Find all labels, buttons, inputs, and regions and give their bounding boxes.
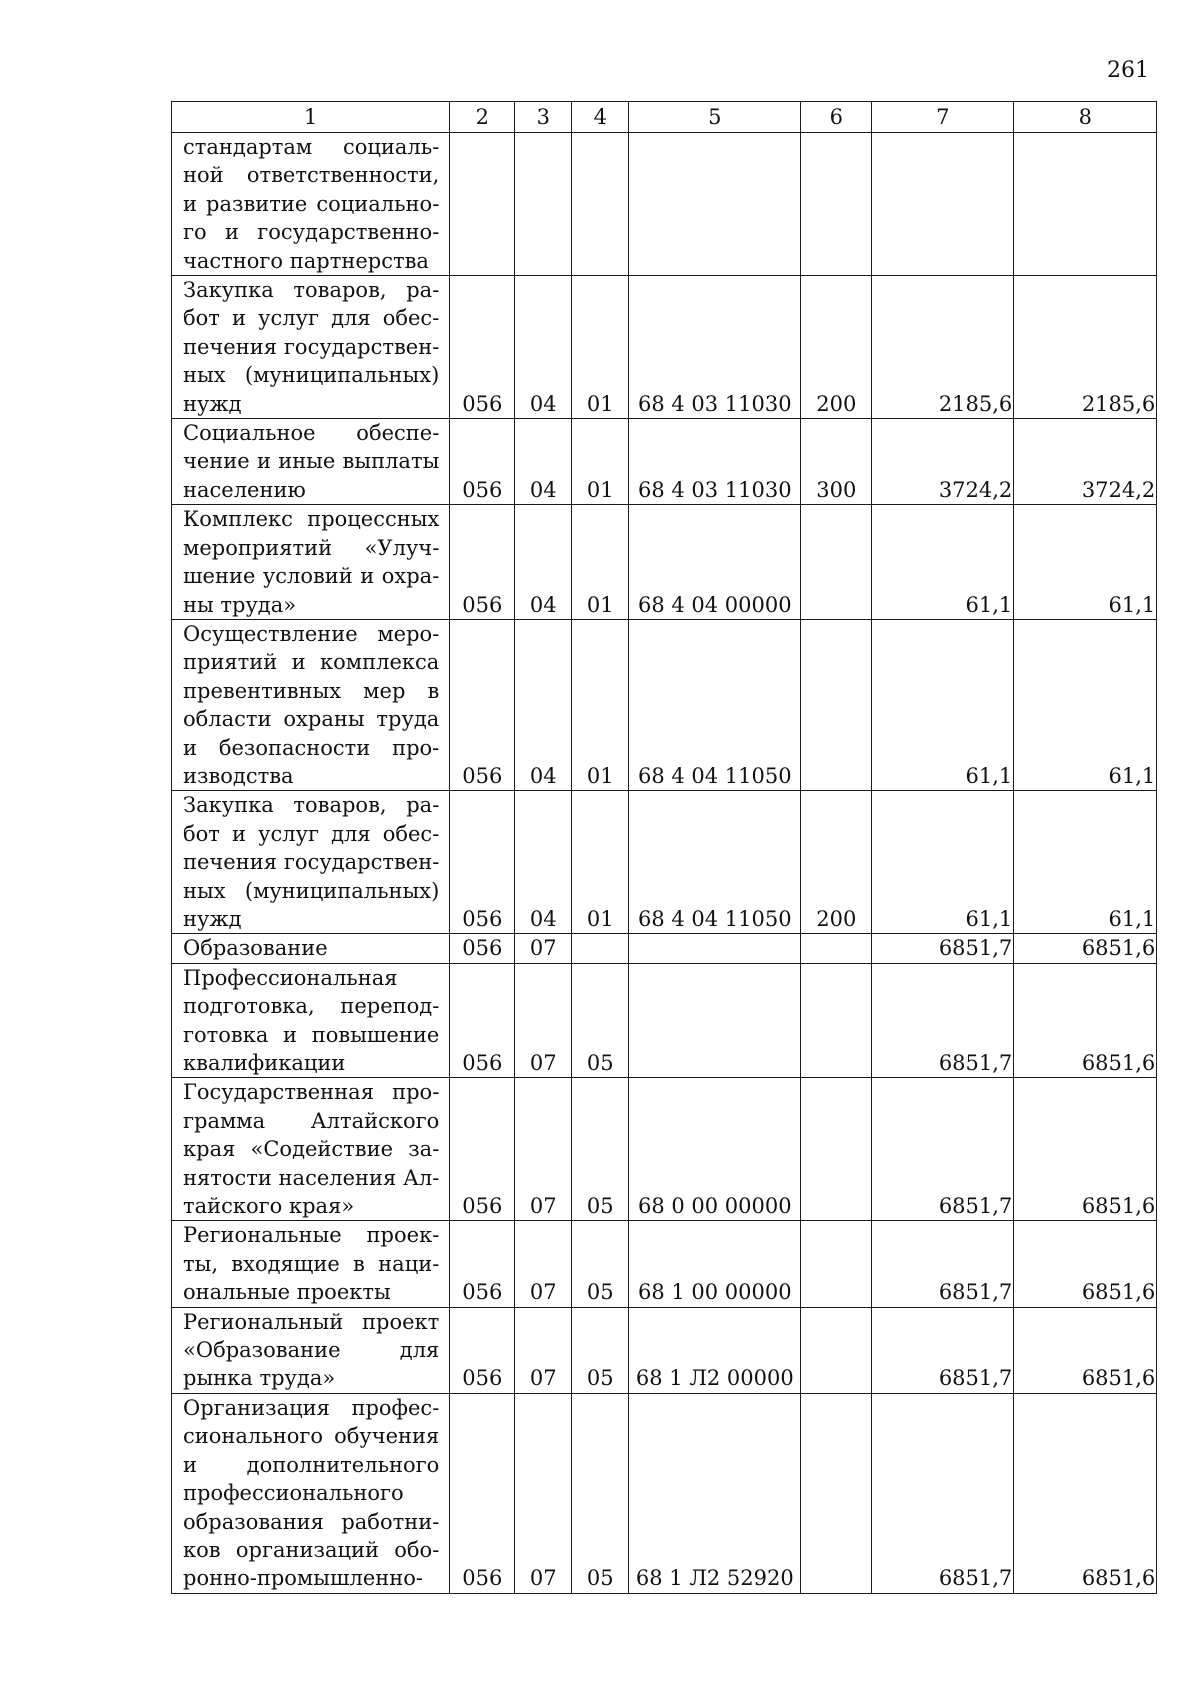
header-cell-8: 8 xyxy=(1014,102,1157,133)
section-code-cell: 04 xyxy=(515,276,572,419)
expense-type-cell: 300 xyxy=(801,419,872,505)
item-name-line: Образование xyxy=(183,936,328,961)
section-code-cell: 04 xyxy=(515,419,572,505)
target-article-cell: 68 4 03 11030 xyxy=(629,419,801,505)
table-row xyxy=(172,963,1157,1078)
item-name-line: края «Содействие за- xyxy=(183,1137,440,1162)
item-name-line: Организация профес- xyxy=(183,1395,440,1420)
target-article-cell: 68 1 Л2 52920 xyxy=(629,1393,801,1593)
ministry-code-cell: 056 xyxy=(450,1078,515,1221)
item-name-line: чение и иные выплаты xyxy=(183,449,440,474)
item-name-cell xyxy=(172,1393,450,1593)
target-article-cell: 68 1 00 00000 xyxy=(629,1221,801,1307)
amount-col8-cell: 6851,6 xyxy=(1014,934,1157,963)
subsection-code-cell: 01 xyxy=(572,791,629,934)
expense-type-cell xyxy=(801,934,872,963)
target-article-cell: 68 0 00 00000 xyxy=(629,1078,801,1221)
table-row xyxy=(172,419,1157,505)
section-code-cell: 07 xyxy=(515,963,572,1078)
item-name-line: ты, входящие в наци- xyxy=(183,1251,440,1276)
header-cell-7: 7 xyxy=(872,102,1014,133)
ministry-code-cell: 056 xyxy=(450,934,515,963)
amount-col7-cell: 6851,7 xyxy=(872,934,1014,963)
item-name-cell xyxy=(172,505,450,620)
section-code-cell: 07 xyxy=(515,1221,572,1307)
amount-col7-cell: 6851,7 xyxy=(872,963,1014,1078)
item-name-line: Комплекс процессных xyxy=(183,507,440,532)
subsection-code-cell: 05 xyxy=(572,1221,629,1307)
item-name-cell xyxy=(172,419,450,505)
ministry-code-cell: 056 xyxy=(450,276,515,419)
item-name-line: ков организаций обо- xyxy=(183,1537,440,1562)
target-article-cell: 68 4 04 11050 xyxy=(629,619,801,790)
item-name-line: Закупка товаров, ра- xyxy=(183,793,440,818)
expense-type-cell xyxy=(801,1078,872,1221)
item-name-line: печения государствен- xyxy=(183,850,440,875)
item-name-cell xyxy=(172,791,450,934)
ministry-code-cell: 056 xyxy=(450,619,515,790)
section-code-cell: 04 xyxy=(515,505,572,620)
amount-col8-cell: 6851,6 xyxy=(1014,1078,1157,1221)
item-name-line: населению xyxy=(183,477,306,502)
ministry-code-cell: 056 xyxy=(450,963,515,1078)
subsection-code-cell: 01 xyxy=(572,419,629,505)
subsection-code-cell xyxy=(572,934,629,963)
item-name-line: грамма Алтайского xyxy=(183,1108,440,1133)
target-article-cell xyxy=(629,934,801,963)
table-row xyxy=(172,1307,1157,1393)
amount-col8-cell: 61,1 xyxy=(1014,791,1157,934)
item-name-line: Региональный проект xyxy=(183,1309,440,1334)
expense-type-cell: 200 xyxy=(801,276,872,419)
subsection-code-cell: 01 xyxy=(572,505,629,620)
table-row xyxy=(172,934,1157,963)
amount-col8-cell: 6851,6 xyxy=(1014,1221,1157,1307)
target-article-cell: 68 4 03 11030 xyxy=(629,276,801,419)
ministry-code-cell: 056 xyxy=(450,1393,515,1593)
amount-col7-cell: 3724,2 xyxy=(872,419,1014,505)
expense-type-cell xyxy=(801,1393,872,1593)
amount-col8-cell: 2185,6 xyxy=(1014,276,1157,419)
table-row xyxy=(172,1078,1157,1221)
target-article-cell xyxy=(629,133,801,276)
amount-col7-cell xyxy=(872,133,1014,276)
item-name-line: и дополнительного xyxy=(183,1452,440,1477)
expense-type-cell xyxy=(801,133,872,276)
ministry-code-cell: 056 xyxy=(450,419,515,505)
table-header-row xyxy=(172,102,1157,133)
item-name-line: профессионального xyxy=(183,1481,404,1506)
item-name-line: подготовка, перепод- xyxy=(183,994,440,1019)
item-name-line: бот и услуг для обес- xyxy=(183,821,440,846)
amount-col7-cell: 6851,7 xyxy=(872,1393,1014,1593)
header-cell-5: 5 xyxy=(629,102,801,133)
amount-col7-cell: 6851,7 xyxy=(872,1307,1014,1393)
subsection-code-cell: 01 xyxy=(572,619,629,790)
ministry-code-cell xyxy=(450,133,515,276)
item-name-line: стандартам социаль- xyxy=(183,135,440,159)
subsection-code-cell xyxy=(572,133,629,276)
item-name-line: Осуществление меро- xyxy=(183,621,440,646)
item-name-cell xyxy=(172,1221,450,1307)
amount-col7-cell: 61,1 xyxy=(872,505,1014,620)
table-row xyxy=(172,505,1157,620)
expense-type-cell xyxy=(801,1307,872,1393)
expense-type-cell xyxy=(801,505,872,620)
ministry-code-cell: 056 xyxy=(450,1221,515,1307)
table-row xyxy=(172,1393,1157,1593)
expense-type-cell: 200 xyxy=(801,791,872,934)
section-code-cell: 07 xyxy=(515,1078,572,1221)
subsection-code-cell: 05 xyxy=(572,1393,629,1593)
subsection-code-cell: 05 xyxy=(572,1307,629,1393)
item-name-line: и развитие социально- xyxy=(183,191,440,216)
expense-type-cell xyxy=(801,963,872,1078)
item-name-line: готовка и повышение xyxy=(183,1022,440,1047)
item-name-line: нужд xyxy=(183,906,242,931)
table-row xyxy=(172,133,1157,276)
item-name-line: мероприятий «Улуч- xyxy=(183,535,440,560)
item-name-line: ронно-промышленно- xyxy=(183,1566,423,1591)
header-cell-6: 6 xyxy=(801,102,872,133)
target-article-cell: 68 1 Л2 00000 xyxy=(629,1307,801,1393)
ministry-code-cell: 056 xyxy=(450,791,515,934)
item-name-line: Закупка товаров, ра- xyxy=(183,278,440,303)
item-name-cell xyxy=(172,133,450,276)
page-number: 261 xyxy=(1107,58,1149,83)
item-name-line: и безопасности про- xyxy=(183,735,440,760)
section-code-cell xyxy=(515,133,572,276)
item-name-line: ных (муниципальных) xyxy=(183,878,440,903)
item-name-cell xyxy=(172,934,450,963)
item-name-cell xyxy=(172,1078,450,1221)
item-name-line: Социальное обеспе- xyxy=(183,421,440,446)
expense-type-cell xyxy=(801,619,872,790)
item-name-line: Государственная про- xyxy=(183,1080,440,1105)
item-name-line: ной ответственности, xyxy=(183,163,440,188)
section-code-cell: 07 xyxy=(515,934,572,963)
item-name-line: квалификации xyxy=(183,1051,346,1075)
item-name-line: печения государствен- xyxy=(183,334,440,359)
table-row xyxy=(172,619,1157,790)
header-cell-4: 4 xyxy=(572,102,629,133)
amount-col8-cell: 61,1 xyxy=(1014,505,1157,620)
table-row xyxy=(172,276,1157,419)
ministry-code-cell: 056 xyxy=(450,1307,515,1393)
budget-table xyxy=(171,101,1157,1594)
amount-col7-cell: 6851,7 xyxy=(872,1221,1014,1307)
item-name-line: бот и услуг для обес- xyxy=(183,306,440,331)
item-name-line: нужд xyxy=(183,391,242,416)
amount-col8-cell xyxy=(1014,133,1157,276)
header-cell-1: 1 xyxy=(172,102,450,133)
expense-type-cell xyxy=(801,1221,872,1307)
item-name-line: ны труда» xyxy=(183,592,297,617)
section-code-cell: 07 xyxy=(515,1307,572,1393)
amount-col8-cell: 61,1 xyxy=(1014,619,1157,790)
amount-col7-cell: 61,1 xyxy=(872,791,1014,934)
item-name-line: образования работни- xyxy=(183,1509,440,1534)
item-name-cell xyxy=(172,1307,450,1393)
section-code-cell: 07 xyxy=(515,1393,572,1593)
item-name-line: ональные проекты xyxy=(183,1280,391,1305)
header-cell-3: 3 xyxy=(515,102,572,133)
amount-col8-cell: 6851,6 xyxy=(1014,1307,1157,1393)
item-name-line: Региональные проек- xyxy=(183,1223,440,1248)
item-name-line: «Образование для xyxy=(183,1338,440,1363)
table-row xyxy=(172,791,1157,934)
table-row xyxy=(172,1221,1157,1307)
amount-col8-cell: 6851,6 xyxy=(1014,963,1157,1078)
item-name-cell xyxy=(172,619,450,790)
header-cell-2: 2 xyxy=(450,102,515,133)
table-body xyxy=(172,133,1157,1594)
item-name-line: области охраны труда xyxy=(183,707,440,732)
target-article-cell: 68 4 04 00000 xyxy=(629,505,801,620)
target-article-cell: 68 4 04 11050 xyxy=(629,791,801,934)
amount-col7-cell: 6851,7 xyxy=(872,1078,1014,1221)
ministry-code-cell: 056 xyxy=(450,505,515,620)
subsection-code-cell: 05 xyxy=(572,963,629,1078)
section-code-cell: 04 xyxy=(515,791,572,934)
item-name-line: частного партнерства xyxy=(183,248,429,273)
item-name-cell xyxy=(172,276,450,419)
amount-col7-cell: 2185,6 xyxy=(872,276,1014,419)
subsection-code-cell: 05 xyxy=(572,1078,629,1221)
target-article-cell xyxy=(629,963,801,1078)
amount-col8-cell: 6851,6 xyxy=(1014,1393,1157,1593)
amount-col7-cell: 61,1 xyxy=(872,619,1014,790)
item-name-line: ных (муниципальных) xyxy=(183,363,440,388)
item-name-line: шение условий и охра- xyxy=(183,564,440,589)
item-name-line: тайского края» xyxy=(183,1194,355,1219)
item-name-cell xyxy=(172,963,450,1078)
item-name-line: рынка труда» xyxy=(183,1366,336,1391)
item-name-line: сионального обучения xyxy=(183,1424,440,1449)
item-name-line: го и государственно- xyxy=(183,220,440,245)
section-code-cell: 04 xyxy=(515,619,572,790)
subsection-code-cell: 01 xyxy=(572,276,629,419)
item-name-line: приятий и комплекса xyxy=(183,650,440,675)
item-name-line: превентивных мер в xyxy=(183,678,440,703)
item-name-line: нятости населения Ал- xyxy=(183,1165,440,1190)
amount-col8-cell: 3724,2 xyxy=(1014,419,1157,505)
item-name-line: Профессиональная xyxy=(183,965,398,990)
item-name-line: изводства xyxy=(183,763,294,788)
